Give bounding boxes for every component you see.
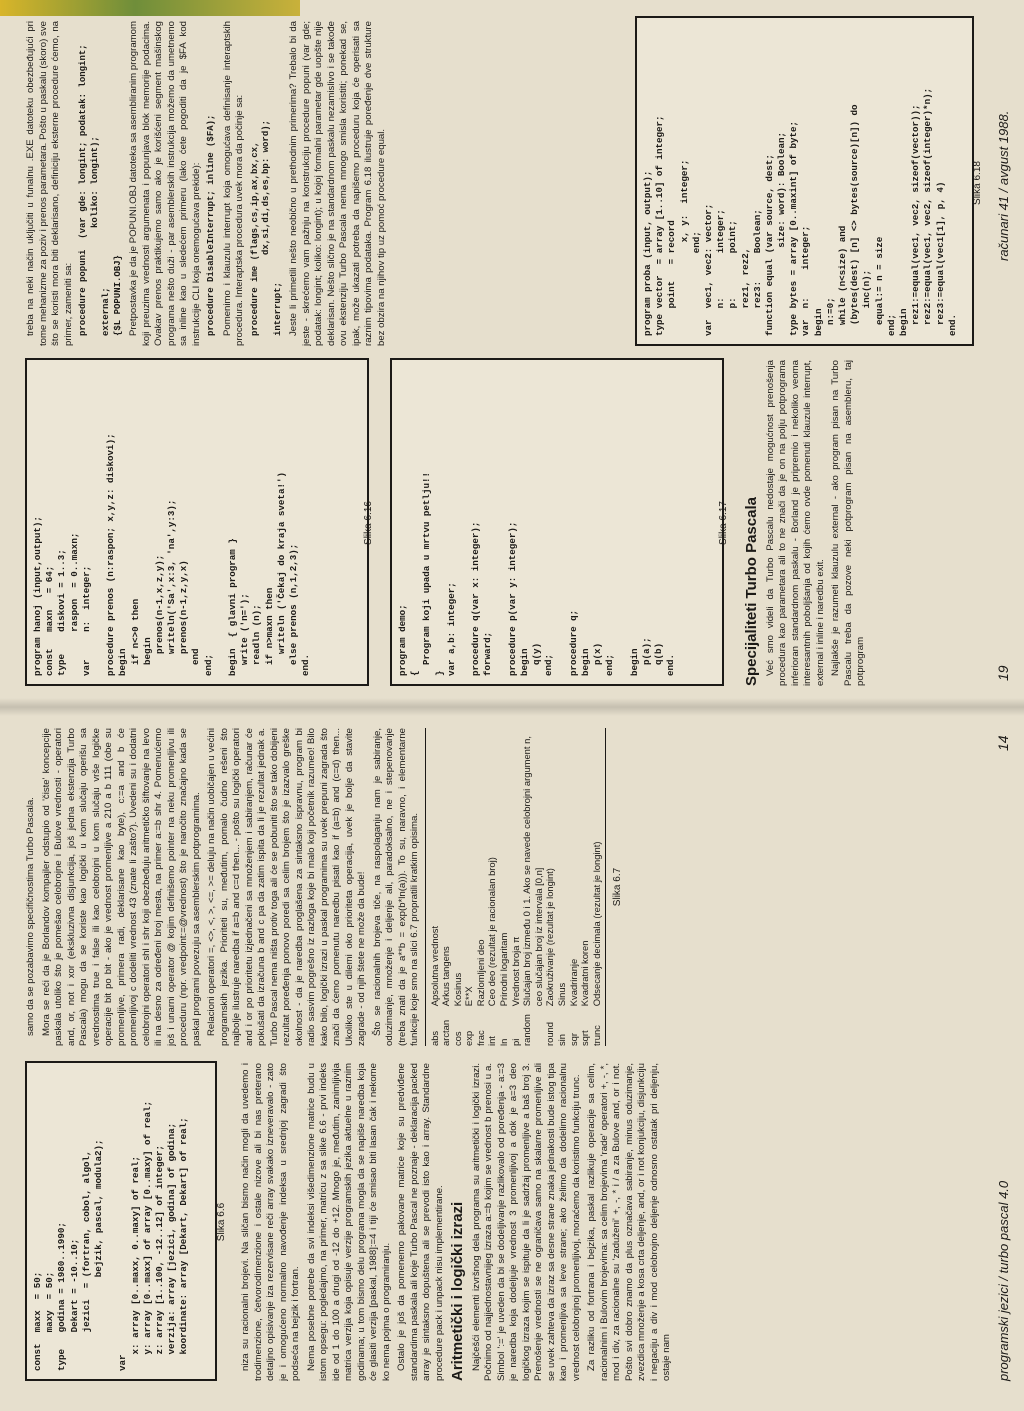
function-name-cell: abs [428,1030,440,1046]
paragraph: Jeste li primetili nešto neobično u prethodnim primerima? Trebalo bi da jeste - skrećemo vam pažnju na konstrukciju procedure popuni (var gde; podatak: longint; koliko: longint); u kojoj formalni parametar gde uopšte nije deklarisan. Nešto slično je na standardnom paskalu nezamislivo i se takođe ovu ekstenziju Turbo Pascala nema mnogo smisla koristiti; ponekad se, ipak, može ukazati potreba da napišemo proceduru koja će operisati sa raznim tipovima podataka. Program 6.18 ilustruje poređenje dve strukture bez obzira na njihov tip uz pomoć procedure equal. [288,21,387,346]
function-description-cell: Zaokruživanje (rezultat je longint) [544,868,556,1007]
function-name-cell: trunc [590,1025,602,1046]
code-line: writeln ('Čekaj do kraja sveta!') [275,472,287,676]
paragraph: samo da se pozabavimo specifičnostima Turbo Pascala. [25,797,36,1036]
code-line: if n>maxn then [263,587,275,676]
code-line: prenos(n-1,z,y,x) [178,560,190,676]
code-line: (bytes(dest) [n] <> bytes(source)[n]) do [849,104,861,336]
code-line: procedure q(var x: integer); [470,521,482,676]
code-line: program proba (input, output); [642,170,653,336]
code-line: prenos(n-1,x,z,y); [153,554,165,676]
page-number-right: 19 [995,665,1011,681]
code-line: begin [897,308,909,336]
function-description-cell: Ceo deo (rezultat je racionalan broj) [486,857,498,1007]
function-name-cell: sqrt [579,1030,591,1046]
function-name-cell: frac [474,1030,486,1046]
code-line: Program koji upada u mrtvu petlju!! [421,472,433,676]
code-line: maxy = 50; [44,1271,56,1371]
code-line: z: array [1..100, -12..12] of integer; [153,1144,165,1371]
code-line: program hanoj (input,output); [32,516,43,676]
function-name-cell: arctan [440,1019,452,1046]
code-line: procedure ime (flags,cs,ip,ax,bx,cx, [249,141,260,336]
code-line: begin [141,637,153,676]
function-description-cell: Odsecanje decimala (rezultat je longint) [590,841,602,1007]
code-line: end; [885,313,897,336]
code-line: point = record [666,220,678,336]
code-line: end [190,648,202,676]
code-line: readln (n); [251,604,263,676]
table-row [579,728,591,1046]
code-line: verzija: array [jezici, godina] of godina; [166,1122,178,1371]
code-line: p(x) [592,642,603,676]
code-line: n:=0; [824,297,836,336]
section-heading: Aritmetički i logički izrazi [449,1201,466,1381]
footer-right-title: računari 41 / avgust 1988. [996,110,1011,261]
code-line: const maxn = 64; [44,565,56,676]
page-fold [0,698,1024,716]
code-line [105,1071,117,1371]
code-line: var vec1, vec2: vector; [702,203,714,336]
code-line: begin { glavni program } [227,538,238,676]
paragraph: Nema posebne potrebe da svi indeksi višedimenzione matrice budu u istom opsegu: pogledajmo, na primer, matricu z sa slike 6.6 - prvi indeks ide od 1 do 100 a drugi od -12 do +12. Mnogo je, međutim, zanimljivija matrica verzija koja opisuje verzije programskih jezika aktuelne u raznim godinama; u tom bismo delu programa mogla da se napiše naredba koja će glasiti verzija [paskal, 1988]:=4 i tiji će smisao biti lasan čak i nekome ko nema pojma o programiranju. [305,1063,392,1381]
code-line: bejzik, pascal, modula2); [92,1139,104,1371]
code-line: rez1:=equal(vec1, vec2, sizeof(vector)); [910,104,922,336]
paragraph: treba na neki način uključiti u funalnu .EXE datoteku obezbeđujući pri tome mehanizme za poziv i prenos parametara. Pošto u paskalu (skoro) sve što se koristi mora biti deklarisano, definiciju eksterne procedure ćemo, na primer, zameniti sa: [25,21,74,346]
table-row [452,728,464,1046]
code-line: end; [690,231,702,336]
code-line: raspon = 0..maxn; [68,532,80,676]
divider [425,728,426,1046]
code-line: koordinate: array [Dekart, Dekart] of real; [178,1117,190,1371]
code-line: var a,b: integer; [445,582,457,676]
table-row [440,728,452,1046]
table-row [475,728,487,1046]
figure-6-7-function-table [429,728,603,1046]
code-line: procedure prenos (n:raspon; x,y,z: diskovi); [105,433,117,676]
code-line: p(a); [640,637,652,676]
code-line [555,368,567,676]
inline-code-inline [206,21,218,336]
code-line: end. [665,653,677,676]
article-column-4 [25,21,625,346]
function-name-cell: int [486,1036,498,1046]
code-line: type godina = 1980..1990; [56,1222,68,1371]
divider [605,728,606,1046]
code-line: begin [628,648,640,676]
paragraph: Pretpostavka je da je POPUNI.OBJ datoteka sa asembliranim programom koji preuzima vrednosti argumenata i popunjava blok memorije podacima. Ovakav prenos praktikujemo samo ako je korišćeni segment mašinskog programa nešto duži - par asemblerskih instrukcija možemo da umetnemo sa inline kao u sledećem primeru (lako ćete pogoditi da je $FA kod instrukcije CLI koja onemogućava prekide): [128,21,202,346]
function-name-cell: random [521,1014,533,1046]
code-line: if n<>0 then [129,598,141,676]
footer-left-title: programski jezici / turbo pascal 4.0 [996,1180,1011,1381]
code-line [93,368,105,676]
figure-6-6-code [25,1061,217,1381]
code-line: { [409,670,421,676]
paragraph: Što se racionalnih brojeva tiče, na raspolaganju nam je sabiranje, oduzimanje, množenje i deljenje ali, paradoksalno, ne i stepenovanje (treba znati da je a**b = exp(b*ln(a))). To su, naravno, i elementarne funkcije koje smo na slici 6.7 propratili kratkim opisima. [371,728,420,1046]
code-line: rez1, rez2, [739,247,751,336]
article-column-1 [240,1063,1000,1381]
function-name-cell: sin [556,1034,568,1046]
table-row [510,728,522,1046]
code-line: type vector = array [1..10] of integer; [654,115,666,336]
paragraph: Već smo videli da Turbo Pascalu nedostaje mogućnost prenošenja procedura kao parametara ali to ne znači da je on na polju potprograma inferioran standardnom paskalu - Borland je pripremio i nekoliko veoma interesantnih poboljšanja od kojih ćemo ovde pomenuti klauzule interrupt, external i inline i naredbu exit. [764,360,826,686]
article-column-3 [740,360,990,686]
function-description-cell: Kosinus [451,972,463,1007]
inline-code-external [78,21,124,336]
table-row [521,728,544,1046]
code-line: procedure p(var y: integer); [506,521,518,676]
function-description-cell: Slučajan broj između 0 i 1. Ako se navede celobrojni argument n, ceo slučajan broj iz intervala [0,n] [521,736,544,1007]
function-description-cell: E**X [463,986,475,1007]
paragraph: Najčešći elementi izvršnog dela programa su aritmetički i logički izrazi. Počnimo od najjednostavnijeg izraza a:=b kojim se vrednost b prenosi u a. Simbol ':=' je uveden da bi se dodeljivanje razlikovalo od poređenja - a:=3 je naredba koja dodeljuje vrednost 3 promenljivoj a dok je a=3 deo logičkog izraza kojim se ispituje da li je sadržaj promenljive a baš broj 3. Prenošenje vrednosti se ne ograničava samo na skalarne promenljive ali se uvek zahteva da izraz sa desne strane znaka jednakosti bude istog tipa kao i promenljiva sa leve strane; ako želimo da dodelimo racionalnu vrednost celobrojnoj promenljivoj, moraćemo da koristimo funkciju trunc. [470,1063,582,1381]
code-line: interrupt; [272,281,283,336]
table-row [486,728,498,1046]
function-name-cell: round [544,1022,556,1046]
code-line: procedure q; [567,609,579,676]
figure-6-16-code [25,358,369,686]
code-line: x: array [0..maxx, 0..maxy] of real; [129,1155,141,1371]
function-description-cell: Vrednost broja π [509,936,521,1007]
code-line: var n: integer; [800,225,812,336]
code-line: end; [604,653,616,676]
code-line: q(y) [531,642,543,676]
table-row [498,728,510,1046]
code-line: {$L POPUNI.OBJ} [112,254,123,336]
paragraph: Mora se reći da je Borlandov kompajler odstupio od 'čiste' koncepcije paskala utoliko što je pomešao celobrojne i Bulove vrednosti - operatori and, or, not i xor (ekskluzivna disjunkcija, još jedna ekstenzija Turbo Pascala) mogu da se koriste kao logički u kom slučaju operišu sa vrednostima true i false ili kao celobrojni u kom slučaju vrše logičke operacije bit po bit - ako je vrednost promenljive a 210 a b 111 (obe su promenljive, primera radi, deklarisane kao byte), c:=a and b će promenljivoj c dodeliti vrednost 43 (znate li zašto?). Uvedeni su i dodatni celobrojni operatori shl i shr koji obezbeđuju aritmetičko šiftovanje na levo ili na desno za određeni broj mesta, na primer a:=b shr 4. Pomenućemo još i unarni operator @ kojim definišemo pointer na neku promenljivu ili proceduru (npr. vredpoint:=@vrednost) što je naročito značajno kada se paskal programi povezuju sa asemblerskim potprogramima. [40,728,202,1046]
code-line: end. [946,313,958,336]
paragraph: Za razliku od fortrana i bejzika, paskal razlikuje operacije sa celim, racionalnim i Bulovim brojevima: sa celim brojevima 'rade' operatori +, -, *, mod i div, za racionalne su 'zaduženi' +, -, * i / a za Bulove and, or i not. Pošto svi dobro znamo da plus označava sabiranje, minus oduzimanje, zvezdica množenje a kosa crta deljenje, and, or i not konjukciju, disjunkciju i negaciju a div i mod celobrojno deljenje odnosno ostatak pri deljenju, ostaje nam [586,1063,672,1381]
caption-slika-6-18: Slika 6.18 [972,161,983,205]
paragraph: Pomenimo i klauzulu interrupt koja omogućava definisanje interaptskih procedura. Interaptska procedura uvek mora da počinje sa: [221,21,245,346]
function-name-cell: sqr [567,1032,579,1046]
code-line: equal:= n = size [873,236,885,336]
code-line: begin [812,308,824,336]
function-description-cell: Razlomljeni deo [474,939,486,1007]
code-line: size: word): Boolean; [776,132,788,336]
code-line: program demo; [397,604,408,676]
function-description-cell: Apsolutna vrednost [428,925,440,1007]
caption-slika-6-17: Slika 6.17 [718,501,729,545]
code-line: p: point; [727,220,739,336]
code-line: inc(n); [861,269,873,336]
color-strip-decoration [0,0,300,16]
code-line: begin [518,648,530,676]
page-number-left: 14 [995,735,1011,751]
code-line: end. [300,653,312,676]
function-name-cell: ln [498,1038,510,1046]
figure-6-17-code [390,358,724,686]
code-line: var [117,1354,129,1371]
code-line: } [433,670,445,676]
code-line: forward; [482,631,494,676]
table-row [591,728,603,1046]
inline-code-interrupt [250,21,285,336]
caption-slika-6-16: Slika 6.16 [363,501,374,545]
code-line: while (n<size) and [837,225,848,336]
code-line: jezici = (fortran, cobol, algol, [80,1150,92,1371]
code-line: end; [543,653,555,676]
code-line: Dekart = -10..10; [68,1238,80,1371]
function-description-cell: Kvadriranje [567,958,579,1007]
code-line [215,368,227,676]
code-line: type diskovi = 1..3; [56,549,68,676]
code-line: writeln('Sa',x:3, 'na',y:3); [166,499,178,676]
code-line: procedure popuni (var gde: longint; podatak: longint; [78,44,88,336]
function-description-cell: Sinus [556,982,568,1007]
paragraph: Ostalo je još da pomenemo pakovane matrice koje su predviđene standardima paskala ali koje Turbo Pascal ne poznaje - deklaracija packed array je sintaksno dopuštena ali se prevodi isto kao i array. Standardne procedure pack i unpack nisu implementirane. [396,1063,445,1381]
caption-slika-6-6: Slika 6.6 [216,1202,227,1242]
function-description-cell: Prirodni logaritam [498,932,510,1007]
code-line [458,368,470,676]
function-description-cell: Arkus tangens [440,946,452,1007]
figure-6-18-code [635,16,974,346]
function-description-cell: Kvadratni koren [579,940,591,1007]
code-line: begin [117,648,129,676]
table-row [463,728,475,1046]
code-line: write ('n='); [239,593,251,676]
table-row [429,728,441,1046]
table-row [556,728,568,1046]
code-line: else prenos (n,1,2,3); [287,543,299,676]
section-heading: Specijaliteti Turbo Pascala [743,497,760,686]
code-line: rez3: Boolean; [751,209,763,336]
function-name-cell: cos [451,1031,463,1046]
caption-slika-6-7: Slika 6.7 [612,867,624,907]
code-line: const maxx = 50; [32,1271,43,1371]
code-line: function equal (var source, dest; [763,154,775,336]
code-line [616,368,628,676]
code-line: procedure DisableInterrupt; inline ($FA); [206,114,216,336]
code-line: end; [202,653,214,676]
code-line: begin [579,648,591,676]
function-name-cell: exp [463,1030,475,1046]
code-line: q(b) [652,642,664,676]
function-name-cell: pi [509,1038,521,1046]
code-line: var n: integer; [80,565,92,676]
table-row [568,728,580,1046]
paragraph: Najlakše je razumeti klauzulu external - ako program pisan na Turbo Pascalu treba da pozove neki potprogram pisan na asembleru, taj potprogram [830,360,866,686]
code-line: koliko: longint); [89,136,100,336]
code-line: rez3:=equal(vec1[1], p, 4) [934,181,946,336]
code-line: n: integer; [715,209,727,336]
code-line: external; [101,287,111,336]
code-line [495,368,507,676]
code-line: dx,si,di,ds,es,bp: word); [261,119,271,336]
paragraph: Relacioni operatori =, <>, <, >, <=, >= deluju na način uobičajen u većini programskih jezika. Prioriteti su, međutim, pomalo čudno rešeni što najbolje ilustruje naredba if a=b and c=d then... - pošto su logički operatori and i or po prioritetu izjednačeni sa množenjem i sabiranjem, računar će pokušati da izračuna b and c pa da zatim ispita da li je rezultat jednak a. Turbo Pascal nema ništa protiv toga ali će se pobuniti što se tako dobijeni rezultat poređenja ponovo poredi sa celim brojem što je izazvalo greške okolnost - da je naredba proglašena za sintaksno ispravnu, program bi radio sasvim pogrešno iz razloga koje bi malo koji početnik razumeo! Bilo kako bilo, logički izrazi u paskal programima su uvek prepuni zagrada što znači da ćemo pomenutu naredbu pisati kao if (a=b) and (c=d) then... Ukoliko ste u dilemi oko prioriteta operacija, uvek je bolje da stavite zagrade - od njih štete ne može da bude! [206,728,367,1046]
table-row [544,728,556,1046]
code-line: rez2:=equal(vec1, vec2, sizeof(integer)*n); [922,87,934,336]
article-column-2 [25,728,1000,1046]
paragraph: niza su racionalni brojevi. Na sličan bismo način mogli da uvedemo i trodimenzione, četvorodimenzione i ostale nizove ali bi nas preterano detaljno opisivanje iza rezervisane reči array svakako izneveravalo - zato je i omogućeno normalno navođenje indeksa u srednjoj zagradi što podseća na bejzik i fortran. [240,1063,301,1381]
code-line: y: array [0..maxx] of array [0..maxy] of real; [141,1100,153,1371]
code-line: type bytes = array [0..maxint] of byte; [788,120,800,336]
code-line: x, y: integer; [678,159,690,336]
